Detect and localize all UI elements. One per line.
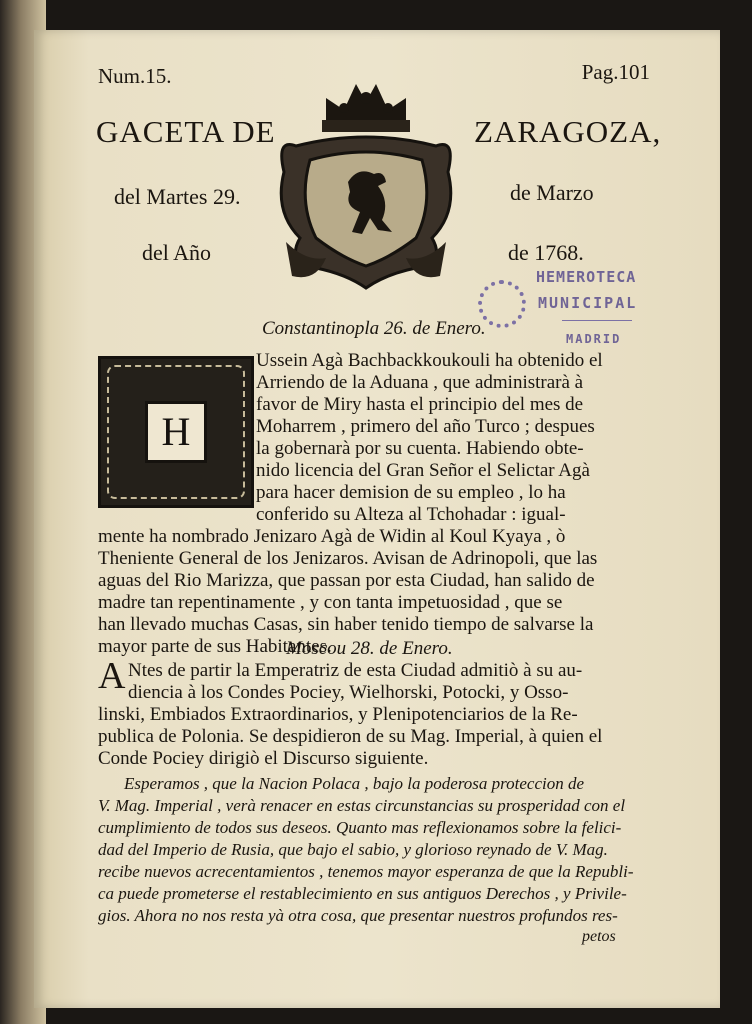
- issue-number: Num.15.: [98, 64, 172, 88]
- article-1-line: Ussein Agà Bachbackkoukouli ha obtenido el: [256, 350, 603, 371]
- issue-day: del Martes 29.: [114, 184, 241, 209]
- stamp-line-1: HEMEROTECA: [536, 268, 637, 286]
- article-1-line: Moharrem , primero del año Turco ; despues: [256, 416, 595, 437]
- article-1-line: aguas del Rio Marizza, que passan por esta Ciudad, han salido de: [98, 570, 595, 591]
- decorated-initial: [98, 356, 254, 508]
- article-2-line: diencia à los Condes Pociey, Wielhorski, Potocki, y Osso-: [128, 682, 569, 703]
- library-stamp: [474, 262, 688, 350]
- article-2-initial: A: [98, 655, 126, 697]
- article-2-dateline: Moscou 28. de Enero.: [286, 638, 453, 659]
- speech-line: recibe nuevos acrecentamientos , tenemos mayor esperanza de que la Republi-: [98, 862, 634, 881]
- article-1-line: madre tan repentinamente , y con tanta impetuosidad , que se: [98, 592, 563, 613]
- coat-of-arms-icon: [266, 62, 466, 294]
- issue-year-label: del Año: [142, 240, 212, 265]
- article-1-line: Arriendo de la Aduana , que administrarà à: [256, 372, 584, 393]
- article-1-line: mente ha nombrado Jenizaro Agà de Widin al Koul Kyaya , ò: [98, 526, 566, 547]
- article-1-line: la gobernarà por su cuenta. Habiendo obte-: [256, 438, 584, 459]
- masthead-right: ZARAGOZA,: [474, 114, 662, 149]
- masthead-left: GACETA DE: [96, 114, 276, 149]
- stamp-line-2: MUNICIPAL: [538, 294, 638, 312]
- article-1-line: favor de Miry hasta el principio del mes de: [256, 394, 584, 415]
- issue-month: de Marzo: [510, 180, 594, 205]
- stamp-line-3: MADRID: [566, 332, 622, 346]
- article-2-line: linski, Embiados Extraordinarios, y Plenipotenciarios de la Re-: [98, 704, 578, 725]
- article-1-line: Theniente General de los Jenizaros. Avisan de Adrinopoli, que las: [98, 548, 598, 569]
- page-number: Pag.101: [581, 60, 650, 84]
- catchword: petos: [582, 928, 616, 945]
- article-1-line: mayor parte de sus Habitantes.: [98, 636, 332, 657]
- initial-letter: H: [145, 401, 207, 463]
- stamp-rule: [562, 320, 632, 321]
- article-2-line: Ntes de partir la Emperatriz de esta Ciudad admitiò à su au-: [128, 660, 583, 681]
- issue-year: de 1768.: [508, 240, 584, 265]
- article-1-line: nido licencia del Gran Señor el Selictar Agà: [256, 460, 590, 481]
- speech-line: dad del Imperio de Rusia, que bajo el sabio, y glorioso reynado de V. Mag.: [98, 840, 608, 859]
- speech-line: cumplimiento de todos sus deseos. Quanto mas reflexionamos sobre la felici-: [98, 818, 622, 837]
- article-1-line: conferido su Alteza al Tchohadar : igual-: [256, 504, 566, 525]
- speech-line: V. Mag. Imperial , verà renacer en estas circunstancias su prosperidad con el: [98, 796, 626, 815]
- article-2-line: Conde Pociey dirigiò el Discurso siguiente.: [98, 748, 429, 769]
- article-1-line: han llevado muchas Casas, sin haber tenido tiempo de salvarse la: [98, 614, 594, 635]
- newspaper-page: [34, 30, 720, 1008]
- article-1-dateline: Constantinopla 26. de Enero.: [262, 318, 486, 339]
- article-2-line: publica de Polonia. Se despidieron de su Mag. Imperial, à quien el: [98, 726, 603, 747]
- speech-line: Esperamos , que la Nacion Polaca , bajo la poderosa proteccion de: [124, 774, 585, 793]
- speech-line: ca puede prometerse el restablecimiento en sus antiguos Derechos , y Privile-: [98, 884, 627, 903]
- speech-line: gios. Ahora no nos resta yà otra cosa, que presentar nuestros profundos res-: [98, 906, 618, 925]
- article-1-line: para hacer demision de su empleo , lo ha: [256, 482, 566, 503]
